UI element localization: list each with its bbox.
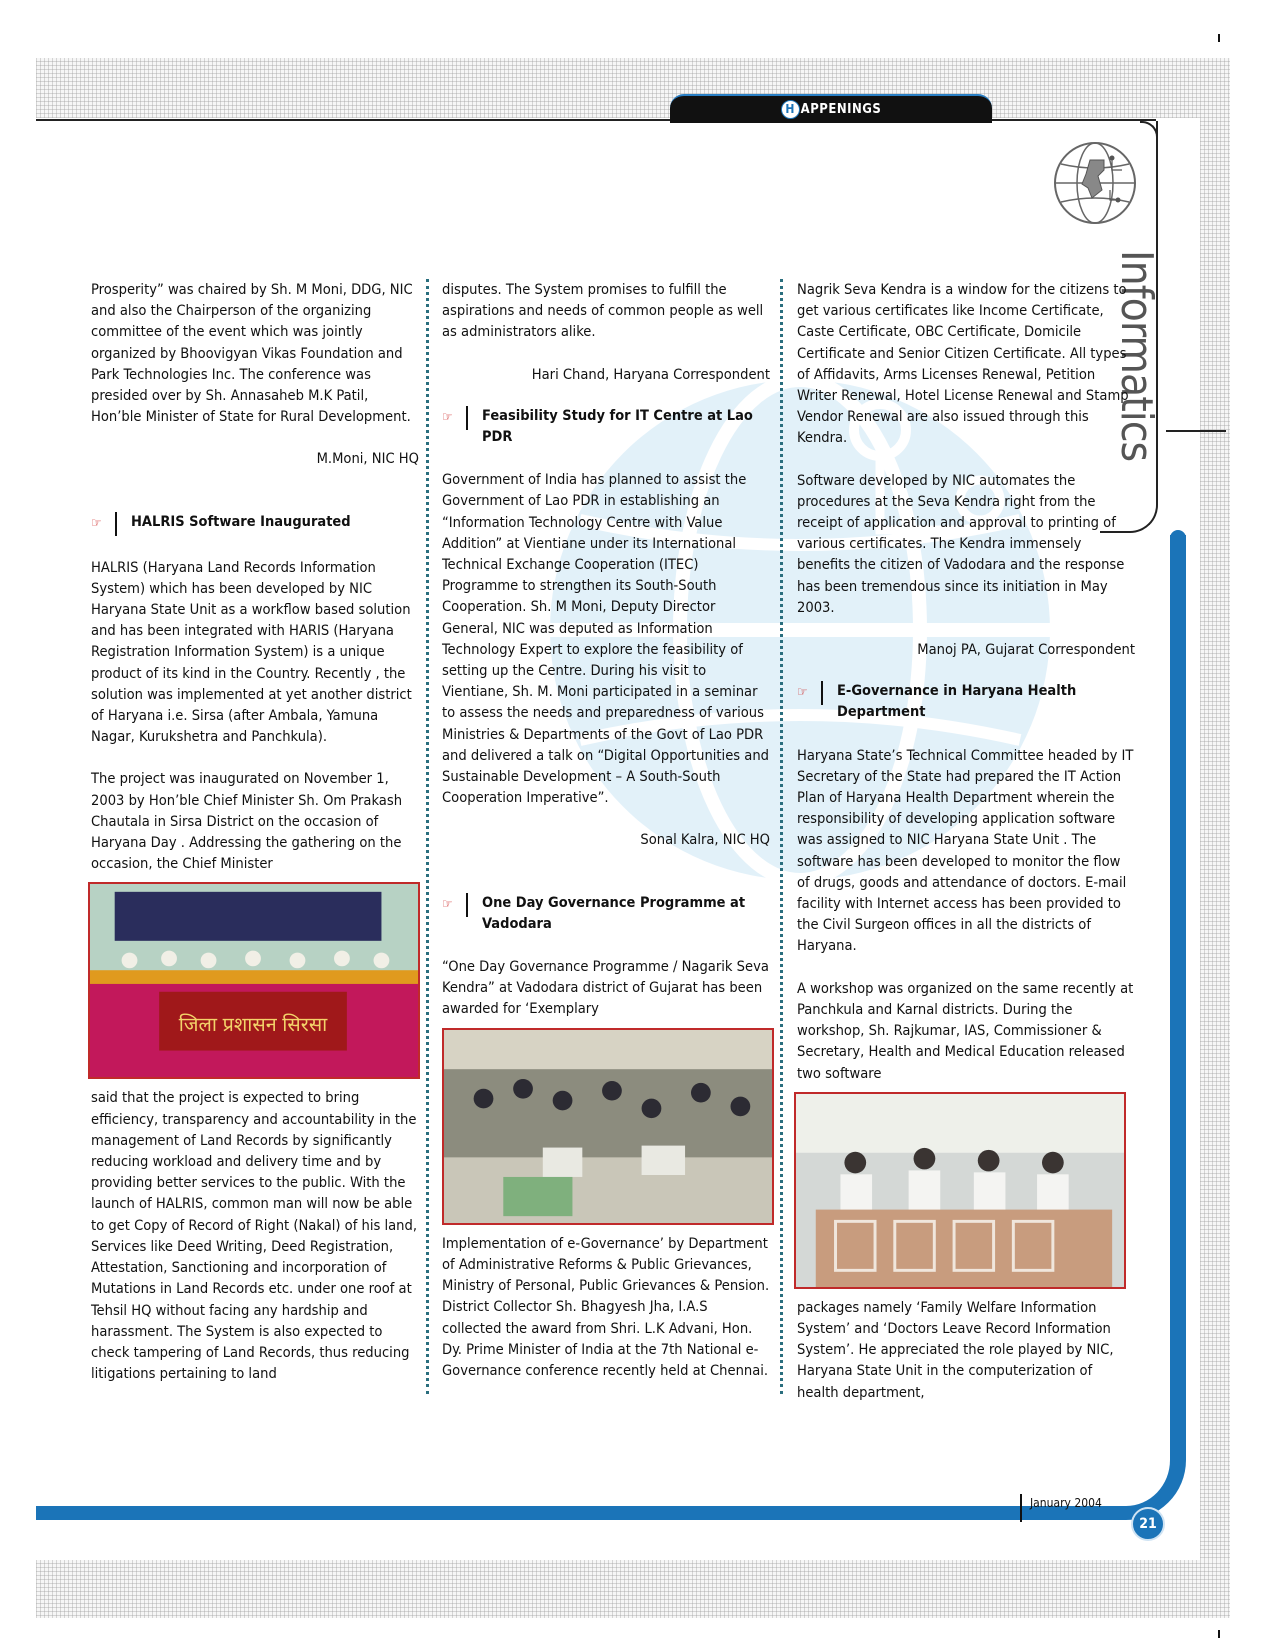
side-title: Informatics [1111, 250, 1162, 462]
byline: M.Moni, NIC HQ [316, 450, 419, 468]
article-heading [91, 512, 419, 536]
heading-text: One Day Governance Programme at Vadodara [482, 894, 746, 932]
crop-mark [1218, 1630, 1220, 1638]
heading-bar [115, 512, 117, 536]
article-heading [442, 406, 770, 448]
column-divider-1 [426, 279, 429, 1394]
page-number: 21 [1131, 1507, 1165, 1541]
column-1 [91, 279, 419, 1384]
paragraph: Software developed by NIC automates the procedures at the Seva Kendra right from the receipt of application and approval to printing of various certificates. The Kendra immensely benefits the citizen of Vadodara and the response has been tremendous since its initiation in May 2003. [797, 471, 1125, 616]
paragraph: Nagrik Seva Kendra is a window for the citizens to get various certificates like Income Certificate, Caste Certificate, OBC Certificate, Domicile Certificate and Senior Citizen Certificate. All types of Affidavits, Arms Licenses Renewal, Petition Writer Renewal, Hotel License Renewal and Stamp Vendor Renewal are also issued through this Kendra. [797, 281, 1129, 447]
heading-text: E-Governance in Haryana Health Department [837, 683, 1077, 721]
article-heading [797, 681, 1135, 723]
byline: Sonal Kalra, NIC HQ [640, 831, 770, 849]
crop-mark [1218, 34, 1220, 42]
photo-health-workshop [794, 1092, 1126, 1289]
pointing-hand-icon: ☞ [797, 685, 808, 701]
photo-halris-inauguration [88, 882, 420, 1079]
pointing-hand-icon: ☞ [442, 409, 453, 425]
footer-dot-pattern [36, 1560, 1230, 1618]
pointing-hand-icon: ☞ [442, 896, 453, 912]
paragraph: A workshop was organized on the same recently at Panchkula and Karnal districts. During the workshop, Sh. Rajkumar, IAS, Commissioner & Secretary, Health and Medical Education released two software [797, 979, 1134, 1082]
paragraph: The project was inaugurated on November 1, 2003 by Hon’ble Chief Minister Sh. Om Prakash Chautala in Sirsa District on the occasion of Haryana Day . Addressing the gathering on the occasion, the Chief Minister [91, 770, 403, 873]
byline: Hari Chand, Haryana Correspondent [531, 365, 770, 383]
heading-bar [821, 681, 823, 705]
paragraph: disputes. The System promises to fulfill the aspirations and needs of common people as well as administrators alike. [442, 281, 764, 341]
paragraph: Government of India has planned to assist the Government of Lao PDR in establishing an “Information Technology Centre with Value Addition” at Vientiane under its International Technical Exchange Cooperation (ITEC) Programme to strengthen its South-South Cooperation. Sh. M Moni, Deputy Director General, NIC was deputed as Information Technology Expert to explore the feasibility of setting up the Centre. During his visit to Vientiane, Sh. M. Moni participated in a seminar to assess the needs and preparedness of various Ministries & Departments of the Govt of Lao PDR and delivered a talk on “Digital Opportunities and Sustainable Development – A South-South Cooperation Imperative”. [442, 471, 770, 807]
pointing-hand-icon: ☞ [91, 515, 102, 531]
paragraph: “One Day Governance Programme / Nagarik Seva Kendra” at Vadodara district of Gujarat has been awarded for ‘Exemplary [442, 958, 769, 1018]
heading-bar [466, 406, 468, 430]
column-divider-2 [780, 279, 783, 1394]
heading-text: HALRIS Software Inaugurated [131, 513, 351, 530]
paragraph: Prosperity” was chaired by Sh. M Moni, DDG, NIC and also the Chairperson of the organizing committee of the event which was jointly organized by Bhoovigyan Vikas Foundation and Park Technologies Inc. The conference was presided over by Sh. Annasaheb M.K Patil, Hon’ble Minister of State for Rural Development. [91, 281, 413, 426]
section-label: APPENINGS [800, 102, 882, 117]
paragraph: said that the project is expected to bring efficiency, transparency and accountability in the management of Land Records by significantly reducing workload and delivery time and by providing better services to the public. With the launch of HALRIS, common man will now be able to get Copy of Record of Right (Nakal) of his land, Services like Deed Writing, Deed Registration, Attestation, Sanctioning and incorporation of Mutations in Land Records etc. under one roof at Tehsil HQ without facing any hardship and harassment. The System is also expected to check tampering of Land Records, thus reducing litigations pertaining to land [91, 1089, 418, 1383]
heading-bar [466, 893, 468, 917]
photo-sign-text: जिला प्रशासन सिरसा [178, 1013, 328, 1037]
paragraph: HALRIS (Haryana Land Records Information System) which has been developed by NIC Haryana State Unit as a workflow based solution and has been integrated with HARIS (Haryana Registration Information System) is a unique product of its kind in the Country. Recently , the solution was implemented at yet another district of Haryana i.e. Sirsa (after Ambala, Yamuna Nagar, Kurukshetra and Panchkula). [91, 558, 412, 746]
h-badge-icon: H [781, 100, 800, 119]
footer-rule [1020, 1494, 1022, 1522]
column-3 [797, 279, 1135, 1403]
paragraph: Implementation of e-Governance’ by Department of Administrative Reforms & Public Grievances, Ministry of Personal, Public Grievances & Pension. District Collector Sh. Bhagyesh Jha, I.A.S collected the award from Shri. L.K Advani, Hon. Dy. Prime Minister of India at the 7th National e-Governance conference recently held at Chennai. [442, 1234, 770, 1379]
photo-vadodara-office [442, 1028, 774, 1225]
header-dot-pattern [36, 58, 1230, 118]
heading-text: Feasibility Study for IT Centre at Lao PDR [482, 407, 753, 446]
paragraph: packages namely ‘Family Welfare Information System’ and ‘Doctors Leave Record Information System’. He appreciated the role played by NIC, Haryana State Unit in the computerization of health department, [797, 1298, 1114, 1401]
globe-circuit-icon [1052, 140, 1138, 226]
byline: Manoj PA, Gujarat Correspondent [917, 641, 1135, 659]
article-heading [442, 893, 770, 935]
side-title-rule [1166, 430, 1226, 432]
column-2 [442, 279, 770, 1381]
paragraph: Haryana State’s Technical Committee headed by IT Secretary of the State had prepared the IT Action Plan of Haryana Health Department wherein the responsibility of developing application software was assigned to NIC Haryana State Unit . The software has been developed to monitor the flow of drugs, goods and attendance of doctors. E-mail facility with Internet access has been provided to the Civil Surgeon offices in all the districts of Haryana. [797, 746, 1134, 955]
side-dot-pattern [1200, 118, 1230, 1560]
section-tab [670, 94, 992, 123]
issue-date: January 2004 [1030, 1496, 1102, 1510]
